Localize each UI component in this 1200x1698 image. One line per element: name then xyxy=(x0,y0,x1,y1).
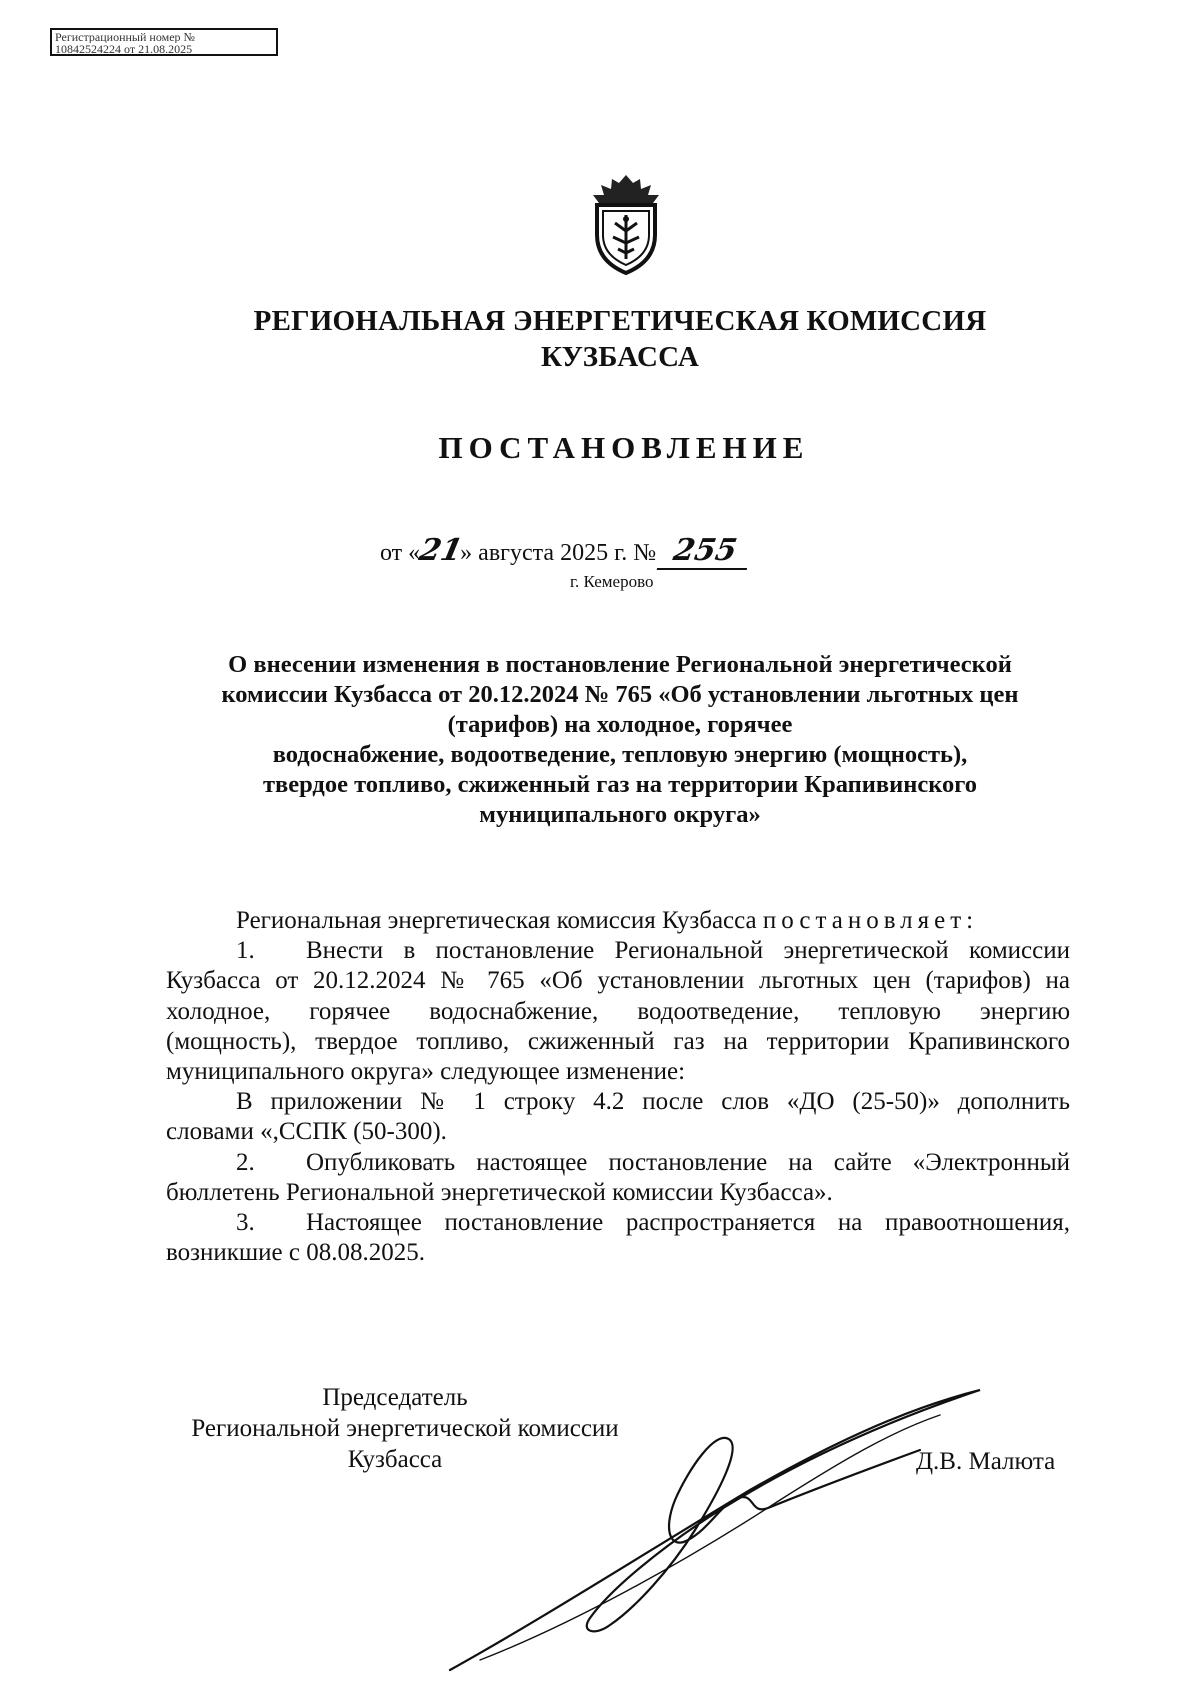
item-2-number: 2. xyxy=(236,1148,255,1176)
item-2-text: Опубликовать настоящее постановление на сайте «Электронный xyxy=(306,1148,1070,1176)
date-day-handwritten: 21 xyxy=(416,533,466,568)
subject xyxy=(170,650,1070,830)
item-2-line xyxy=(166,1148,1070,1178)
item-2-line: бюллетень Региональной энергетической комиссии Кузбасса». xyxy=(166,1178,833,1206)
subject-line: комиссии Кузбасса от 20.12.2024 № 765 «Об установлении льготных цен xyxy=(221,681,1019,708)
document-type: ПОСТАНОВЛЕНИЕ xyxy=(438,430,810,465)
item-1-line xyxy=(166,936,1070,966)
date-prefix: от « xyxy=(380,540,421,566)
item-1-text: Внести в постановление Региональной энергетической комиссии xyxy=(306,937,1070,965)
item-1-line: Кузбасса от 20.12.2024 № 765 «Об установлении льготных цен (тарифов) на xyxy=(166,967,1070,995)
registration-line-2: 10842524224 от 21.08.2025 xyxy=(55,43,193,55)
item-3-line: возникшие с 08.08.2025. xyxy=(166,1239,425,1267)
preamble-spaced: постановляет: xyxy=(762,907,979,934)
signatory-title-line: Кузбасса xyxy=(347,1446,443,1473)
signatory-title-line: Председатель xyxy=(322,1384,468,1411)
preamble xyxy=(166,906,1070,936)
amendment-line: В приложении № 1 строку 4.2 после слов «ДО (25-50)» дополнить xyxy=(236,1088,1070,1116)
registration-line-1: Регистрационный номер № xyxy=(55,31,195,43)
subject-line: (тарифов) на холодное, горячее xyxy=(447,711,793,738)
amendment-line: словами «,ССПК (50-300). xyxy=(166,1118,447,1146)
date-line xyxy=(380,533,850,570)
item-3-number: 3. xyxy=(236,1209,255,1237)
document-number-handwritten: 255 xyxy=(657,533,754,570)
kuzbass-coat-of-arms-icon xyxy=(585,173,667,277)
organization-line-1: РЕГИОНАЛЬНАЯ ЭНЕРГЕТИЧЕСКАЯ КОМИССИЯ xyxy=(253,305,987,337)
organization-title xyxy=(200,303,1040,375)
signature-icon xyxy=(420,1380,990,1680)
document-body xyxy=(166,906,1070,1268)
item-1-line: (мощность), твердое топливо, сжиженный газ на территории Крапивинского xyxy=(166,1027,1070,1055)
organization-line-2: КУЗБАССА xyxy=(541,341,699,373)
signatory-name: Д.В. Малюта xyxy=(916,1448,1056,1475)
subject-line: твердое топливо, сжиженный газ на территории Крапивинского xyxy=(262,771,978,798)
item-3-line xyxy=(166,1208,1070,1238)
item-1-line: холодное, горячее водоснабжение, водоотведение, тепловую энергию xyxy=(166,997,1070,1025)
item-1-number: 1. xyxy=(236,937,255,965)
city: г. Кемерово xyxy=(570,572,654,591)
signatory-title-line: Региональной энергетической комиссии xyxy=(191,1415,619,1442)
subject-line: водоснабжение, водоотведение, тепловую энергию (мощность), xyxy=(272,741,968,768)
registration-stamp xyxy=(50,28,278,56)
item-3-text: Настоящее постановление распространяется на правоотношения, xyxy=(306,1209,1070,1237)
date-middle: » августа 2025 г. № xyxy=(460,540,657,566)
item-1-line: муниципального округа» следующее изменение: xyxy=(166,1058,686,1086)
preamble-text: Региональная энергетическая комиссия Кузбасса xyxy=(236,907,763,934)
subject-line: О внесении изменения в постановление Региональной энергетической xyxy=(228,651,1012,678)
subject-line: муниципального округа» xyxy=(479,801,761,828)
